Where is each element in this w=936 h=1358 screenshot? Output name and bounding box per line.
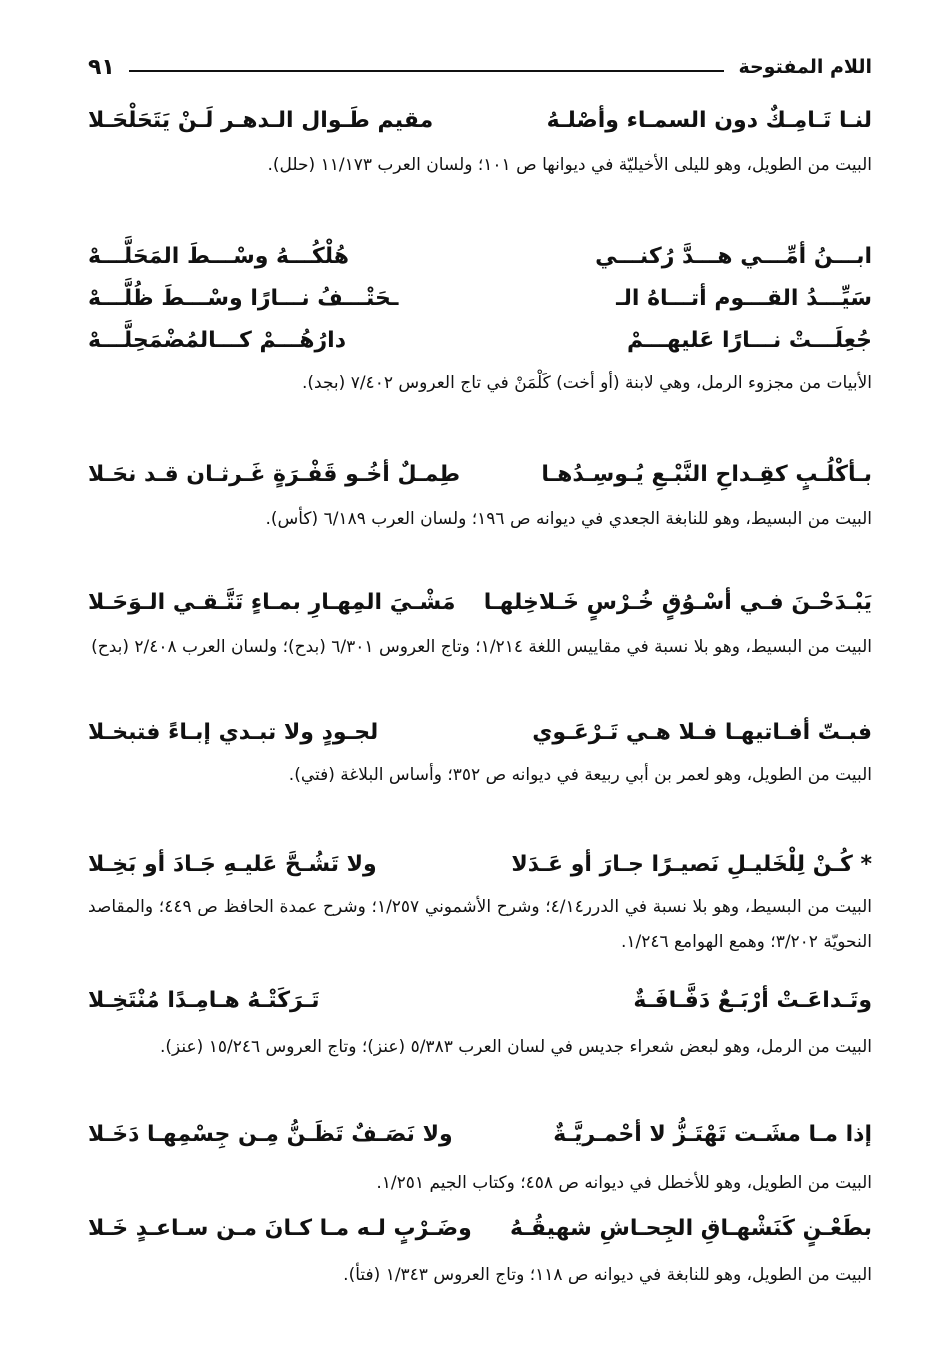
verse-source-note: البيت من الطويل، وهو للنابغة في ديوانه ص ١١٨؛ وتاج العروس ١/٣٤٣ (فتأ). bbox=[343, 1265, 872, 1285]
verse-source-note: البيت من الطويل، وهو للأخطل في ديوانه ص ٤٥٨؛ وكتاب الجيم ١/٢٥١. bbox=[376, 1173, 872, 1193]
verse-source-note: البيت من البسيط، وهو بلا نسبة في مقاييس اللغة ١/٢١٤؛ وتاج العروس ٦/٣٠١ (بدح)؛ ولسان العرب ٢/٤٠٨ (بدح) bbox=[91, 637, 872, 657]
verse-second-hemistich: دارُهُـــمْ كـــالمُضْمَحِلَّـــهْ bbox=[88, 327, 347, 353]
verse-line bbox=[88, 1206, 872, 1250]
verse-second-hemistich: ـحَتْـــفُ نـــارًا وسْـــطَ ظُلَّـــهْ bbox=[88, 285, 399, 311]
verse-second-hemistich: ولا نَصَـفٌ تَظَـنُّ مِـن جِسْمِهـا دَخَـلا bbox=[88, 1121, 453, 1147]
verse-first-hemistich: سَيِّـــدُ القـــوم أتـــاهُ الـ bbox=[616, 285, 872, 311]
verse-line bbox=[88, 842, 872, 886]
verse-first-hemistich: ابـــنُ أمِّـــي هـــدَّ رُكنـــي bbox=[595, 243, 872, 269]
running-header bbox=[88, 50, 872, 84]
section-title: اللام المفتوحة bbox=[738, 56, 872, 78]
verse-first-hemistich: يَبْـدَحْـنَ فـي أسْـوُقٍ خُـرْسٍ خَـلاخِلهـا bbox=[483, 589, 872, 615]
verse-first-hemistich: * كُـنْ لِلْخَليـلِ نَصيـرًا جـارَ أو عَـدَلا bbox=[511, 851, 872, 877]
page-number: ٩١ bbox=[88, 54, 115, 80]
verse-first-hemistich: جُعِلَـــتْ نـــارًا عَليهـــمْ bbox=[626, 327, 872, 353]
verse-second-hemistich: تَـرَكَتْـهُ هـامِـدًا مُنْتَخِـلا bbox=[88, 987, 320, 1013]
verse-first-hemistich: إذا مـا مشَـت تَهْتَـزُّ لا أحْمـريَّـةٌ bbox=[553, 1121, 872, 1147]
verse-source-note: الأبيات من مجزوء الرمل، وهي لابنة (أو أخت) كَلْمَنْ في تاج العروس ٧/٤٠٢ (بجد). bbox=[302, 373, 872, 393]
verse-first-hemistich: فبـتّ أفـاتيهـا فـلا هـي تَـرْعَـوي bbox=[532, 719, 872, 745]
verse-source-note: البيت من الطويل، وهو لليلى الأخيليّة في ديوانها ص ١٠١؛ ولسان العرب ١١/١٧٣ (حلل). bbox=[267, 155, 872, 175]
verse-line bbox=[88, 1112, 872, 1156]
verse-line bbox=[88, 98, 872, 142]
verse-second-hemistich: مقيم طَـوال الـدهـر لَـنْ يَتَحَلْحَـلا bbox=[88, 107, 434, 133]
verse-second-hemistich: مَشْـيَ المِهـارِ بمـاءٍ تَتَّـقـي الـوَحَـلا bbox=[88, 589, 456, 615]
verse-first-hemistich: لنـا تَـامِـكٌ دون السمـاء وأصْلـهُ bbox=[546, 107, 872, 133]
verse-source-note: البيت من الطويل، وهو لعمر بن أبي ربيعة في ديوانه ص ٣٥٢؛ وأساس البلاغة (فتي). bbox=[288, 765, 872, 785]
verse-first-hemistich: بطَعْـنٍ كَنَشْهـاقِ الجِحـاشِ شهيقُـهُ bbox=[509, 1215, 872, 1241]
verse-first-hemistich: بـأكْلُـبٍ كقِـداحِ النَّبْـعِ يُـوسِـدُهـا bbox=[541, 461, 872, 487]
verse-second-hemistich: لجـودٍ ولا تبـدي إبـاءً فتبخـلا bbox=[88, 719, 379, 745]
verse-second-hemistich: طِمـلٌ أخُـو قَفْـرَةٍ غَـرثـان قـد نحَـلا bbox=[88, 461, 461, 487]
verse-source-note: البيت من الرمل، وهو لبعض شعراء جديس في لسان العرب ٥/٣٨٣ (عنز)؛ وتاج العروس ١٥/٢٤٦ (عنز). bbox=[159, 1037, 872, 1057]
verse-line bbox=[88, 978, 872, 1022]
verse-line bbox=[88, 710, 872, 754]
verse-second-hemistich: هُلْكُـــهُ وسْـــطَ المَحَلَّـــهْ bbox=[88, 243, 349, 269]
verse-first-hemistich: وتَـداعَـتْ أرْبَـعٌ دَفَّـافَـةٌ bbox=[633, 987, 872, 1013]
verse-source-note: البيت من البسيط، وهو للنابغة الجعدي في ديوانه ص ١٩٦؛ ولسان العرب ٦/١٨٩ (كأس). bbox=[265, 509, 872, 529]
verse-line bbox=[88, 452, 872, 496]
header-rule bbox=[129, 70, 725, 72]
verse-line bbox=[88, 234, 872, 278]
verse-second-hemistich: ولا تَشُـحَّ عَليـهِ جَـادَ أو بَخِـلا bbox=[88, 851, 377, 877]
verse-line bbox=[88, 580, 872, 624]
verse-second-hemistich: وضَـرْبٍ لـه مـا كـانَ مـن سـاعـدٍ خَـلا bbox=[88, 1215, 472, 1241]
verse-line bbox=[88, 276, 872, 320]
verse-source-note: البيت من البسيط، وهو بلا نسبة في الدرر٤/١٤؛ وشرح الأشموني ١/٢٥٧؛ وشرح عمدة الحافظ ص ٤٤٩؛ والمقاصد النحويّة ٣/٢٠٢؛ وهمع الهوامع ١/٢٤٦. bbox=[88, 897, 873, 952]
verse-line bbox=[88, 318, 872, 362]
